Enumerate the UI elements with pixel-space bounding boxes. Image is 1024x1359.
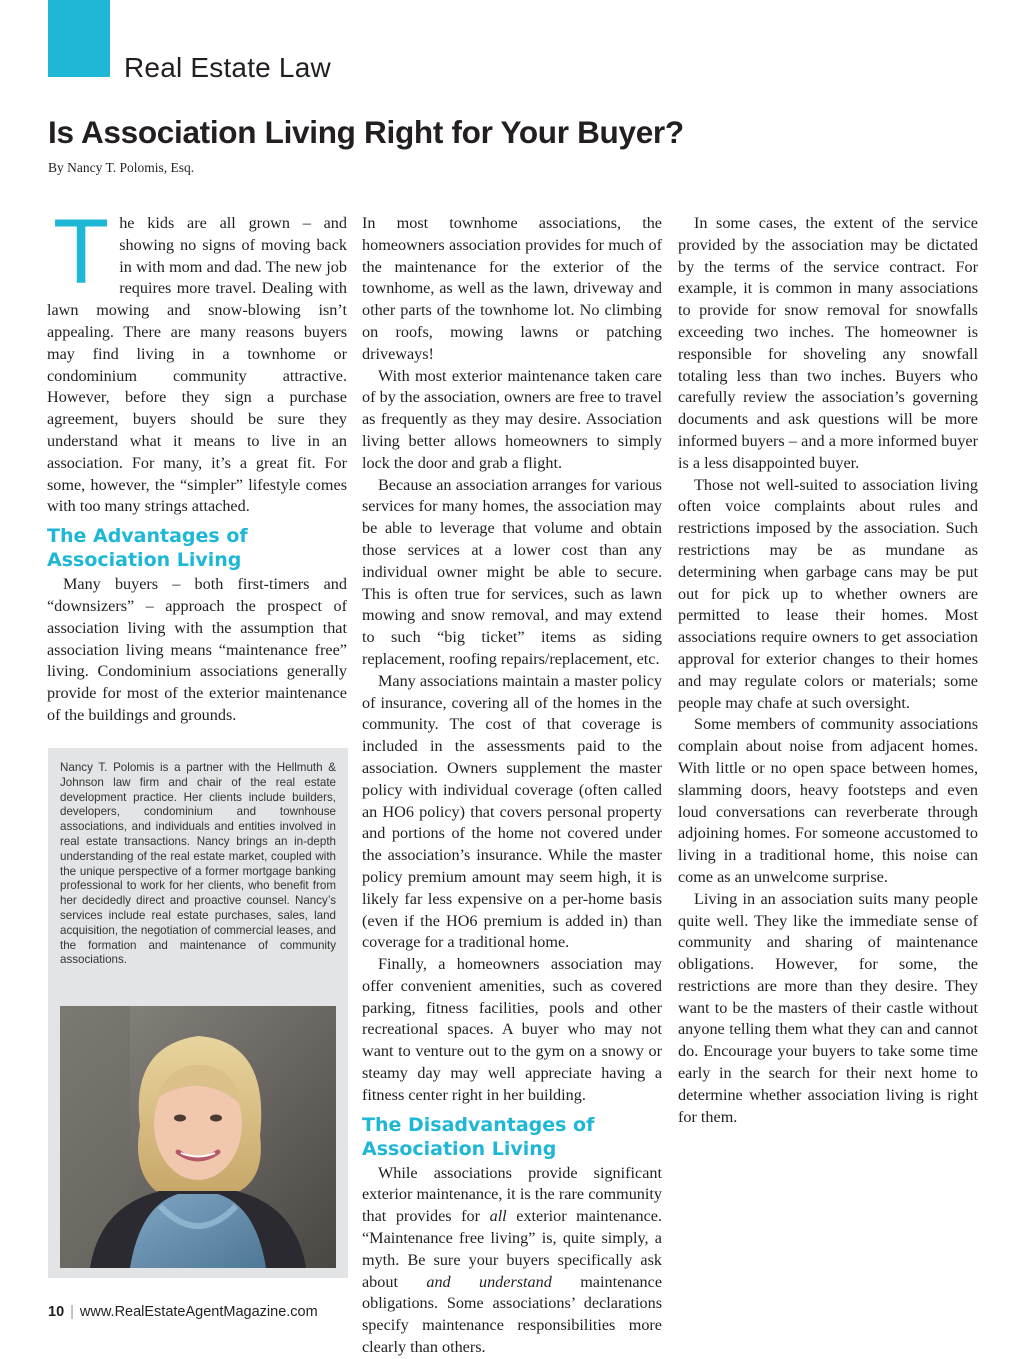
paragraph: With most exterior maintenance taken care of by the association, owners are free to travel as frequently as they may desire. Association living better allows homeowners to simply lock the door and grab a flight.	[362, 366, 662, 472]
paragraph: Some members of community associations complain about noise from adjacent homes. With little or no open space between homes, slamming doors, heavy footsteps and even loud conversations can reverberate through adjoining homes. For someone accustomed to living in a traditional home, this noise can come as an unwelcome surprise.	[678, 715, 978, 886]
paragraph: In some cases, the extent of the service provided by the association may be dictated by the terms of the service contract. For example, it is common in many associations to provide for snow removal for snowfalls exceeding two inches. The homeowner is responsible for shoveling any snowfall totaling less than two inches. Buyers who carefully review the association’s governing documents and ask questions will be more informed buyers – and a more informed buyer is a less disappointed buyer.	[678, 214, 978, 472]
page-footer	[48, 1304, 318, 1320]
paragraph: While associations provide significant exterior maintenance, it is the rare community that provides for all exterior maintenance. “Maintenance free living” is, quite simply, a myth. Be sure your buyers specifically ask about and understand maintenance obligations. Some associations’ declarations specify maintenance responsibilities more clearly than others.	[362, 1163, 663, 1357]
article-column-1	[47, 201, 347, 727]
paragraph: Because an association arranges for various services for many homes, the association may be able to leverage that volume and obtain those services at a lower cost than any individual owner might be able to secure. This is often true for services, such as lawn mowing and snow removal, and may extend to such “big ticket” items as siding replacement, roofing repairs/replacement, etc.	[362, 475, 662, 668]
drop-cap: T	[53, 201, 110, 303]
article-column-2	[362, 213, 662, 1359]
intro-paragraph: The kids are all grown – and showing no signs of moving back in with mom and dad. The new job requires more travel. Dealing with lawn mowing and snow-blowing isn’t appealing. There are many reasons buyers may find living in a townhome or condominium community attractive. However, before they sign a purchase agreement, buyers should be sure they understand what it means to live in an association. For many, it’s a great fit. For some, however, the “simpler” lifestyle comes with too many strings attached.	[47, 201, 347, 516]
paragraph: Living in an association suits many people quite well. They like the immediate sense of community and sharing of maintenance obligations. However, for some, the restrictions are more than they desire. They want to be the masters of their castle without anyone telling them what they can and cannot do. Encourage your buyers to take some time early in the search for their next home to determine whether association living is right for them.	[678, 889, 978, 1126]
article-column-3	[678, 213, 978, 1128]
advantages-heading: The Advantages of Association Living	[47, 525, 248, 572]
footer-separator: |	[70, 1304, 74, 1320]
paragraph: Many buyers – both first-timers and “downsizers” – approach the prospect of association living with the assumption that association living means “maintenance free” living. Condominium associations generally provide for most of the exterior maintenance of the buildings and grounds.	[47, 575, 347, 724]
page-number: 10	[48, 1304, 65, 1320]
disadvantages-heading: The Disadvantages of Association Living	[362, 1113, 595, 1160]
author-bio-text: Nancy T. Polomis is a partner with the Hellmuth & Johnson law firm and chair of the real estate development practice. Her clients include builders, developers, condominium and townhouse associations, and individuals and entities involved in real estate transactions. Nancy brings an in-depth understanding of the real estate market, coupled with the unique perspective of a former mortgage banking professional to work for her clients, who benefit from her decidedly direct and proactive counsel. Nancy’s services include real estate purchases, sales, land acquisition, the negotiation of commercial leases, and the formation and maintenance of community associations.	[60, 761, 336, 967]
paragraph: Finally, a homeowners association may offer convenient amenities, such as covered parking, fitness facilities, pools and other recreational spaces. A buyer who may not want to venture out to the gym on a snowy or steamy day may well appreciate having a fitness center right in her building.	[362, 955, 662, 1104]
author-photo	[60, 1006, 336, 1268]
footer-url: www.RealEstateAgentMagazine.com	[79, 1304, 318, 1320]
author-bio-box	[48, 748, 348, 1278]
paragraph: In most townhome associations, the homeowners association provides for much of the maintenance for the exterior of the townhome, as well as the lawn, driveway and other parts of the townhome lot. No climbing on roofs, mowing lawns or patching driveways!	[362, 214, 662, 363]
byline: By Nancy T. Polomis, Esq.	[48, 160, 195, 175]
section-accent-block	[48, 0, 110, 77]
article-headline: Is Association Living Right for Your Buyer?	[48, 114, 684, 150]
paragraph: Those not well-suited to association living often voice complaints about rules and restrictions imposed by the association. Such restrictions may be as mundane as determining when garbage cans may be put out for pick up to whether owners are permitted to lease their homes. Most associations require owners to get association approval for exterior changes to their homes and may regulate colors or materials; some people may chafe at such oversight.	[678, 475, 978, 712]
section-label: Real Estate Law	[124, 52, 331, 83]
paragraph: Many associations maintain a master policy of insurance, covering all of the homes in the community. The cost of that coverage is included in the assessments paid to the association. Owners supplement the master policy with individual coverage (often called an HO6 policy) that covers personal property and portions of the home not covered under the association’s insurance. While the master policy premium amount may seem high, it is likely far less expensive on a per-home basis (even if the HO6 premium is added in) than coverage for a traditional home.	[362, 671, 662, 952]
